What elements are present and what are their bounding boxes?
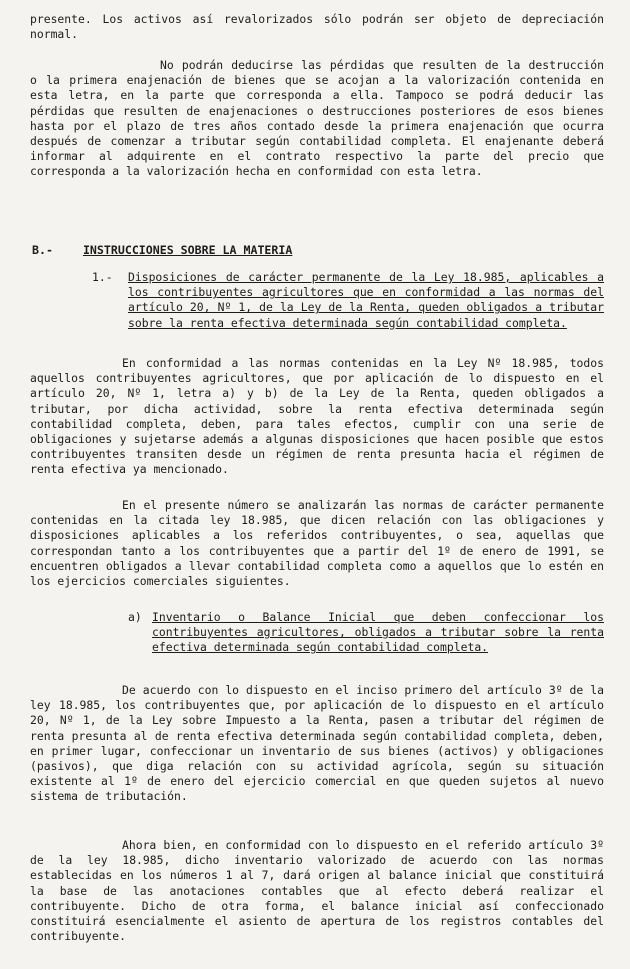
paragraph-conformity: En conformidad a las normas contenidas en la Ley Nº 18.985, todos aquellos contribuyentes agricultores, que por aplicación de lo dispuesto en el artículo 20, Nº 1, letra a) y b) de la Ley de la Renta, queden obligados a tributar, por dicha actividad, sobre la renta efectiva determinada según contabilidad completa, deben, para tales efectos, cumplir con una serie de obligaciones y sujetarse además a algunas disposiciones que hacen posible que estos contribuyentes transiten desde un régimen de renta presunta hacia el régimen de renta efectiva ya mencionado.: [30, 356, 604, 477]
section-heading: [32, 243, 292, 257]
paragraph-continuation: presente. Los activos así revalorizados sólo podrán ser objeto de depreciación normal.: [30, 12, 604, 42]
paragraph-balance: Ahora bien, en conformidad con lo dispuesto en el referido artículo 3º de la ley 18.985, dicho inventario valorizado de acuerdo con las normas establecidas en los números 1 al 7, dará origen al balance inicial que constituirá la base de las anotaciones contables que al efecto deberá realizar el contribuyente. Dicho de otra forma, el balance inicial así confeccionado constituirá esencialmente el asiento de apertura de los registros contables del contribuyente.: [30, 838, 604, 944]
subsection-a: [128, 610, 604, 656]
subsection-a-title: Inventario o Balance Inicial que deben confeccionar los contribuyentes agricultores, obligados a tributar sobre la renta efectiva determinada según contabilidad completa.: [152, 610, 604, 655]
paragraph-analysis: En el presente número se analizarán las normas de carácter permanente contenidas en la citada ley 18.985, que dicen relación con las obligaciones y disposiciones aplicables a los referidos contribuyentes, o sea, aquellas que correspondan tanto a los contribuyentes que a partir del 1º de enero de 1991, se encuentren obligados a llevar contabilidad completa como a aquellos que lo estén en los ejercicios comerciales siguientes.: [30, 498, 604, 589]
paragraph-losses: No podrán deducirse las pérdidas que resulten de la destrucción o la primera enajenación de bienes que se acojan a la valorización contenida en esta letra, en la parte que corresponda a ella. Tampoco se podrá deducir las pérdidas que resulten de enajenaciones o destrucciones posteriores de esos bienes hasta por el plazo de tres años contado desde la primera enajenación que ocurra después de comenzar a tributar según contabilidad completa. El enajenante deberá informar al adquirente en el contrato respectivo la parte del precio que corresponda a la valorización hecha en conformidad con esta letra.: [30, 58, 604, 179]
subsection-1: [92, 270, 604, 331]
subsection-title: Disposiciones de carácter permanente de la Ley 18.985, aplicables a los contribuyentes agricultores que en conformidad a las normas del artículo 20, Nº 1, de la Ley de la Renta, queden obligados a tributar sobre la renta efectiva determinada según contabilidad completa.: [128, 270, 604, 330]
section-label: B.-: [32, 243, 53, 257]
paragraph-inventory: De acuerdo con lo dispuesto en el inciso primero del artículo 3º de la ley 18.985, los contribuyentes que, por aplicación de lo dispuesto en el artículo 20, Nº 1, de la Ley sobre Impuesto a la Renta, pasen a tributar del régimen de renta presunta al de renta efectiva determinada según contabilidad completa, deben, en primer lugar, confeccionar un inventario de sus bienes (activos) y obligaciones (pasivos), que diga relación con su actividad agrícola, según su situación existente al 1º de enero del ejercicio comercial en que queden sujetos al nuevo sistema de tributación.: [30, 683, 604, 804]
subsection-letter: a): [128, 610, 142, 624]
subsection-number: 1.-: [92, 270, 113, 284]
section-title: INSTRUCCIONES SOBRE LA MATERIA: [82, 243, 293, 257]
